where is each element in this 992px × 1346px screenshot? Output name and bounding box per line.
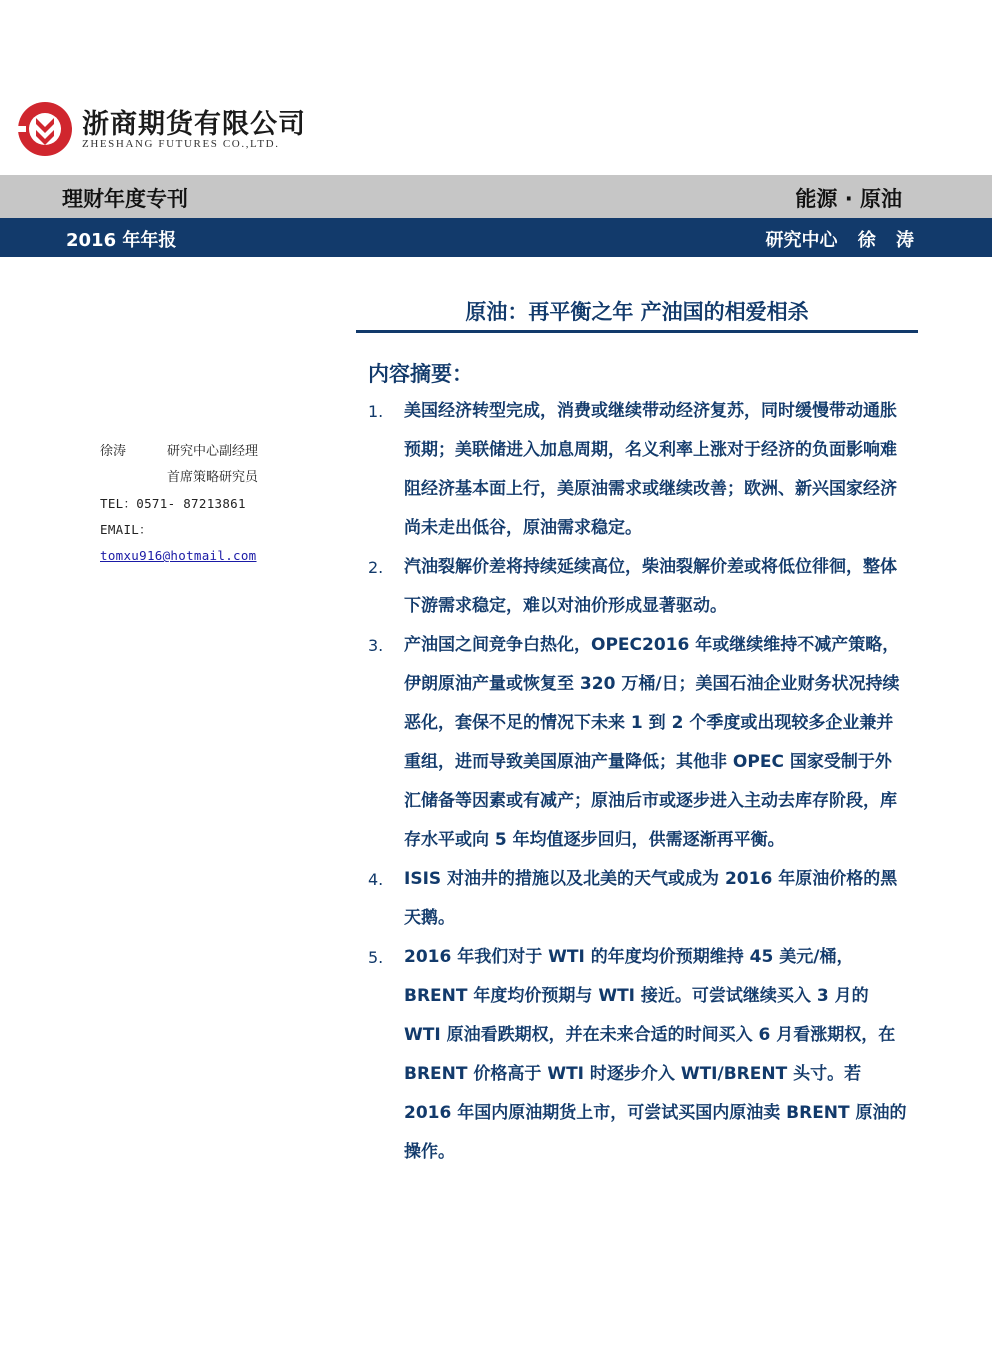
company-name-cn: 浙商期货有限公司	[82, 109, 306, 140]
abstract-point	[368, 392, 908, 548]
report-type: 2016 年年报	[66, 230, 177, 251]
point-number: 2.	[368, 558, 384, 577]
point-number: 4.	[368, 870, 384, 889]
company-logo-icon	[16, 100, 74, 158]
point-text: 汽油裂解价差将持续延续高位，柴油裂解价差或将低位徘徊，整体下游需求稳定，难以对油价形成显著驱动。	[404, 557, 897, 616]
publication-banner	[0, 175, 992, 218]
author-info	[100, 442, 320, 572]
company-logo	[16, 100, 316, 160]
abstract-list	[368, 392, 908, 1172]
author-email-label: EMAIL：	[100, 522, 152, 537]
point-number: 3.	[368, 636, 384, 655]
author-title-secondary: 首席策略研究员	[167, 470, 259, 485]
report-info-banner	[0, 218, 992, 257]
author-title-row	[100, 468, 320, 494]
point-number: 1.	[368, 402, 384, 421]
title-divider	[356, 330, 918, 333]
point-text: ISIS 对油井的措施以及北美的天气或成为 2016 年原油价格的黑天鹅。	[404, 869, 898, 928]
author-title: 研究中心副经理	[167, 444, 259, 459]
sector-label: 能源 · 原油	[795, 187, 902, 211]
abstract-heading: 内容摘要：	[368, 362, 473, 386]
abstract-point	[368, 938, 908, 1172]
point-text: 产油国之间竞争白热化，OPEC2016 年或继续维持不减产策略，伊朗原油产量或恢复至 320 万桶/日；美国石油企业财务状况持续恶化，套保不足的情况下未来 1 到 2 个季度或出现较多企业兼并重组，进而导致美国原油产量降低；其他非 OPEC 国家受制于外汇储备等因素或有减产；原油后市或逐步进入主动去库存阶段，库存水平或向 5 年均值逐步回归，供需逐渐再平衡。	[404, 635, 900, 850]
author-name-row	[100, 442, 320, 468]
department-author: 研究中心 徐 涛	[765, 230, 914, 251]
author-email-link[interactable]: tomxu916@hotmail.com	[100, 548, 257, 563]
company-name-en: ZHESHANG FUTURES CO.,LTD.	[82, 138, 280, 150]
author-email-row	[100, 546, 320, 572]
abstract-point	[368, 626, 908, 860]
point-text: 2016 年我们对于 WTI 的年度均价预期维持 45 美元/桶，BRENT 年度均价预期与 WTI 接近。可尝试继续买入 3 月的 WTI 原油看跌期权，并在未来合适的时间买入 6 月看涨期权，在 BRENT 价格高于 WTI 时逐步介入 WTI/BRENT 头寸。若 2016 年国内原油期货上市，可尝试买国内原油卖 BRENT 原油的操作。	[404, 947, 907, 1162]
author-phone: TEL：0571- 87213861	[100, 496, 246, 511]
publication-name: 理财年度专刊	[62, 187, 188, 211]
author-name: 徐涛	[100, 444, 127, 459]
point-text: 美国经济转型完成，消费或继续带动经济复苏，同时缓慢带动通胀预期；美联储进入加息周期，名义利率上涨对于经济的负面影响难阻经济基本面上行，美原油需求或继续改善；欧洲、新兴国家经济尚未走出低谷，原油需求稳定。	[404, 401, 897, 538]
abstract-point	[368, 548, 908, 626]
point-number: 5.	[368, 948, 384, 967]
abstract-point	[368, 860, 908, 938]
report-title: 原油：再平衡之年 产油国的相爱相杀	[465, 300, 809, 324]
